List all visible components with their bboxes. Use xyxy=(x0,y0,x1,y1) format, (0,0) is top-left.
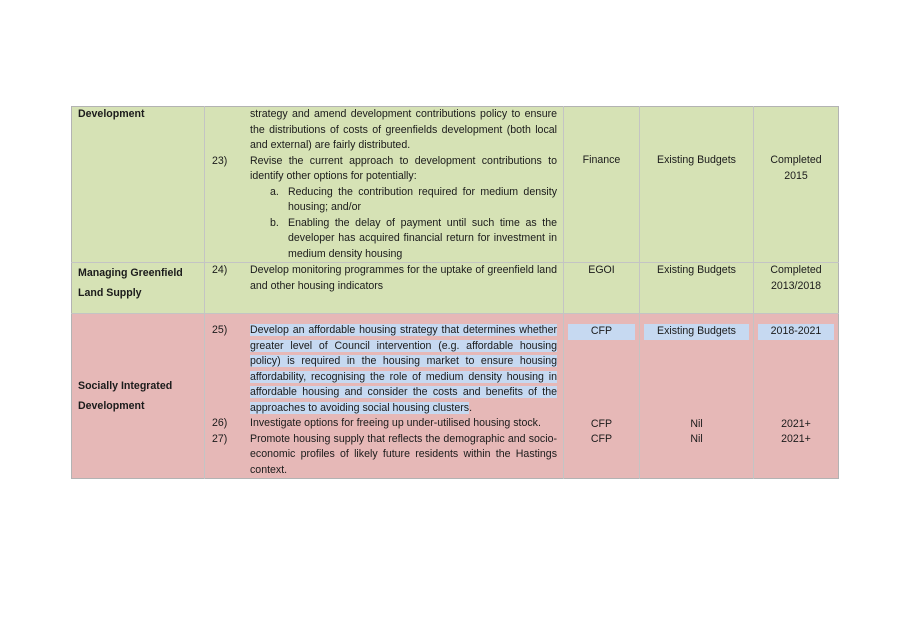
action-item-23 xyxy=(205,154,563,263)
table-row-social xyxy=(72,314,839,479)
action-item-25: 25) Develop an affordable housing strategy that determines whether greater level of Council intervention (e.g. affordable housing policy) is required in the housing market to ensure housing affordability, recognising the role of medium density housing in affordable housing and consider the costs and benefits of the approaches to avoiding social housing clusters. xyxy=(212,324,557,414)
theme-social: Socially Integrated Development xyxy=(72,314,205,479)
timing-cell: Completed 2015 xyxy=(754,107,839,263)
action-item-24: 24) Develop monitoring programmes for the uptake of greenfield land and other housing indicators xyxy=(212,264,557,292)
continued-action xyxy=(205,107,563,154)
table-row-greenfield xyxy=(72,263,839,314)
funding-cell: Existing Budgets xyxy=(640,107,754,263)
funding-cell: Existing Budgets xyxy=(640,263,754,314)
theme-development: Development xyxy=(72,107,205,263)
actions-social xyxy=(205,314,564,479)
sub-item-a: a. Reducing the contribution required for medium density housing; and/or xyxy=(270,185,557,213)
action-item-27: 27) Promote housing supply that reflects the demographic and socio-economic profiles of likely future residents within the Hastings context. xyxy=(212,432,557,476)
action-item-26: 26) Investigate options for freeing up under-utilised housing stock. xyxy=(212,417,541,429)
theme-greenfield: Managing Greenfield Land Supply xyxy=(72,263,205,314)
actions-development xyxy=(205,107,564,263)
funding-cell: Existing Budgets Nil Nil xyxy=(640,314,754,479)
action-text: strategy and amend development contributions policy to ensure the distributions of costs of greenfields development (both local and external) are fairly distributed. xyxy=(250,108,557,151)
timing-cell: 2018-2021 2021+ 2021+ xyxy=(754,314,839,479)
table-row-development xyxy=(72,107,839,263)
sub-item-b: b. Enabling the delay of payment until such time as the developer has acquired financial return for investment in medium density housing xyxy=(270,216,557,260)
action-number: 23) xyxy=(212,154,228,167)
lead-cell: EGOI xyxy=(564,263,640,314)
action-text: Revise the current approach to development contributions to identify other options for potentially: a. Reducing the contribution required for medium density housing; and/or b. Enabling the delay of payment until such time as the developer has acquired financial return for investment in medium density housing xyxy=(250,154,563,263)
timing-cell: Completed 2013/2018 xyxy=(754,263,839,314)
lead-cell: CFP CFP CFP xyxy=(564,314,640,479)
action-plan-table xyxy=(71,106,839,479)
lead-cell: Finance xyxy=(564,107,640,263)
actions-greenfield xyxy=(205,263,564,314)
highlighted-text: Develop an affordable housing strategy that determines whether greater level of Council intervention (e.g. affordable housing policy) is required in the housing market to ensure housing affordability, recognising the role of medium density housing in affordable housing and consider the costs and benefits of the approaches to avoiding social housing clusters xyxy=(250,324,557,414)
